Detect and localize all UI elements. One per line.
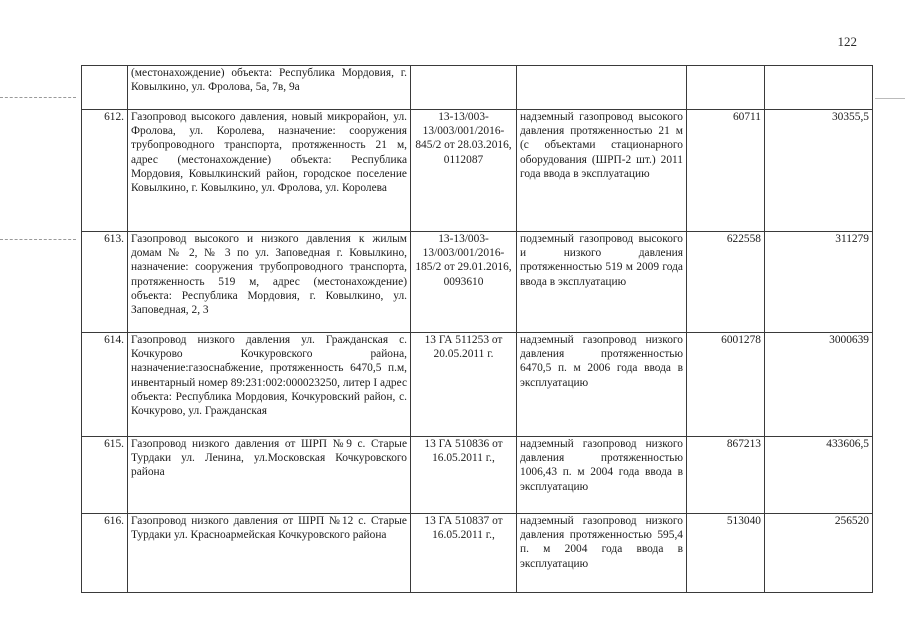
scan-artifact-line bbox=[0, 97, 76, 98]
cell-char: надземный газопровод низкого давления протяженностью 595,4 п. м 2004 года ввода в эксплуатацию bbox=[517, 514, 687, 593]
table-row bbox=[82, 110, 873, 232]
cell-reg: 13 ГА 510836 от 16.05.2011 г., bbox=[411, 437, 517, 514]
cell-desc: Газопровод низкого давления ул. Гражданская с. Кочкурово Кочкуровского района, назначение:газоснабжение, протяженность 6470,5 п.м, инвентарный номер 89:231:002:000023250, литер I адрес объекта: Республика Мордовия, Кочкуровский район, с. Кочкурово, ул. Гражданская bbox=[128, 333, 411, 437]
cell-v2 bbox=[765, 66, 873, 110]
cell-v2: 311279 bbox=[765, 232, 873, 333]
cell-desc: Газопровод высокого и низкого давления к жилым домам № 2, № 3 по ул. Заповедная г. Ковылкино, назначение: сооружения трубопроводного транспорта, протяженность 519 м, адрес (местонахождение) объекта: Республика Мордовия, г. Ковылкино, ул. Заповедная, 2, 3 bbox=[128, 232, 411, 333]
cell-v2: 3000639 bbox=[765, 333, 873, 437]
cell-char: надземный газопровод низкого давления протяженностью 6470,5 п. м 2006 года ввода в эксплуатацию bbox=[517, 333, 687, 437]
cell-desc: Газопровод низкого давления от ШРП №12 с. Старые Турдаки ул. Красноармейская Кочкуровского района bbox=[128, 514, 411, 593]
cell-char bbox=[517, 66, 687, 110]
cell-desc: Газопровод высокого давления, новый микрорайон, ул. Фролова, ул. Королева, назначение: сооружения трубопроводного транспорта, протяженность 21 м, адрес (местонахождение) объекта: Республика Мордовия, Ковылкинский район, городское поселение Ковылкино, г. Ковылкино, ул. Фролова, ул. Королева bbox=[128, 110, 411, 232]
cell-v1: 60711 bbox=[687, 110, 765, 232]
cell-desc: Газопровод низкого давления от ШРП №9 с. Старые Турдаки ул. Ленина, ул.Московская Кочкуровского района bbox=[128, 437, 411, 514]
scan-artifact-line bbox=[0, 239, 76, 240]
cell-char: надземный газопровод высокого давления протяженностью 21 м (с объектами стационарного оборудования (ШРП-2 шт.) 2011 года ввода в эксплуатацию bbox=[517, 110, 687, 232]
property-registry-table bbox=[81, 65, 873, 593]
cell-v1: 6001278 bbox=[687, 333, 765, 437]
cell-num: 612. bbox=[82, 110, 128, 232]
cell-reg: 13-13/003-13/003/001/2016-185/2 от 29.01.2016, 0093610 bbox=[411, 232, 517, 333]
cell-desc: (местонахождение) объекта: Республика Мордовия, г. Ковылкино, ул. Фролова, 5а, 7в, 9а bbox=[128, 66, 411, 110]
cell-num: 615. bbox=[82, 437, 128, 514]
cell-num: 616. bbox=[82, 514, 128, 593]
cell-v2: 256520 bbox=[765, 514, 873, 593]
table-row bbox=[82, 514, 873, 593]
cell-char: подземный газопровод высокого и низкого давления протяженностью 519 м 2009 года ввода в эксплуатацию bbox=[517, 232, 687, 333]
cell-reg: 13 ГА 510837 от 16.05.2011 г., bbox=[411, 514, 517, 593]
table-row bbox=[82, 66, 873, 110]
cell-v2: 433606,5 bbox=[765, 437, 873, 514]
cell-v1: 867213 bbox=[687, 437, 765, 514]
cell-num bbox=[82, 66, 128, 110]
cell-v1: 513040 bbox=[687, 514, 765, 593]
table-row bbox=[82, 437, 873, 514]
cell-num: 613. bbox=[82, 232, 128, 333]
cell-reg: 13 ГА 511253 от 20.05.2011 г. bbox=[411, 333, 517, 437]
page-number: 122 bbox=[837, 34, 857, 49]
cell-reg bbox=[411, 66, 517, 110]
table-row bbox=[82, 232, 873, 333]
cell-char: надземный газопровод низкого давления протяженностью 1006,43 п. м 2004 года ввода в эксплуатацию bbox=[517, 437, 687, 514]
scan-artifact-line bbox=[875, 98, 905, 99]
cell-num: 614. bbox=[82, 333, 128, 437]
cell-reg: 13-13/003-13/003/001/2016-845/2 от 28.03.2016, 0112087 bbox=[411, 110, 517, 232]
cell-v1: 622558 bbox=[687, 232, 765, 333]
table-row bbox=[82, 333, 873, 437]
cell-v1 bbox=[687, 66, 765, 110]
cell-v2: 30355,5 bbox=[765, 110, 873, 232]
